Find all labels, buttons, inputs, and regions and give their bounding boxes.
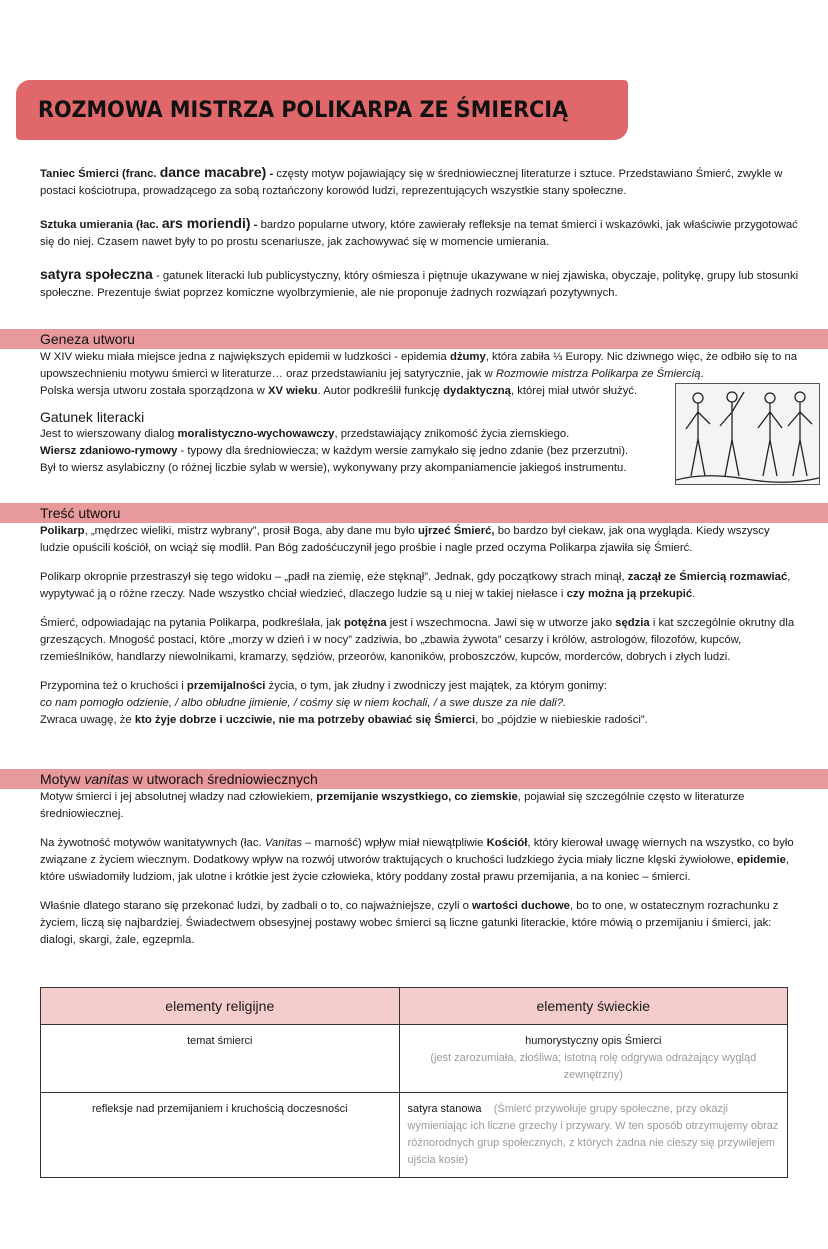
paragraph [40, 835, 800, 886]
bold-text: przemijalności [186, 680, 266, 692]
section-heading [0, 769, 828, 789]
text: częsty motyw pojawiający się w średniowiecznej literaturze i sztuce. Przedstawiano Śmierć, zwykle w postaci kościotrupa, prowadzącego za sobą roztańczony korowód ludzi, reprezentujących wszystkie stany społeczne. [40, 168, 783, 197]
table-header-row [41, 988, 788, 1025]
header-religious: elementy religijne [41, 988, 400, 1025]
quote [40, 695, 800, 712]
table-row [41, 1025, 788, 1093]
paragraph [40, 615, 800, 666]
text: - typowy dla średniowiecza; w każdym wersie zamykało się jedno zdanie (bez przerzutni). [177, 445, 629, 457]
italic-text: Rozmowie mistrza Polikarpa ze Śmiercią [495, 368, 701, 380]
bold-text: Polikarp [40, 525, 85, 537]
bold-text: satyra społeczna [40, 266, 153, 282]
cell-secular [399, 1025, 787, 1093]
danse-macabre-woodcut-image [675, 383, 820, 485]
cell-note: (jest zarozumiała, złośliwa; istotną rolę odgrywa odrażający wygląd zewnętrzny) [430, 1052, 757, 1081]
text: , wypytywać ją o różne rzeczy. Nade wszystko chciał wiedzieć, dlaczego ludzie są u niej w takiej niełasce i [40, 571, 791, 600]
section-heading: Geneza utworu [40, 331, 135, 347]
heading-text: Motyw [40, 771, 85, 787]
text: Był to wiersz asylabiczny (o różnej liczbie sylab w wersie), wykonywany przy akompaniamencie jakiegoś instrumentu. [40, 462, 627, 474]
bold-text: ars moriendi) [161, 215, 251, 231]
bold-text: Sztuka umierania (łac. [40, 219, 162, 231]
text: Śmierć, odpowiadając na pytania Polikarpa, podkreślała, jak [40, 617, 344, 629]
bold-text: Taniec Śmierci (franc. [40, 168, 160, 180]
text: Na żywotność motywów wanitatywnych (łac. [40, 837, 265, 849]
cell-religious: temat śmierci [41, 1025, 400, 1093]
cell-religious: refleksje nad przemijaniem i kruchością doczesności [41, 1093, 400, 1178]
text: życia, o tym, jak złudny i zwodniczy jest majątek, za którym gonimy: [265, 680, 607, 692]
bold-text: - [250, 219, 261, 231]
paragraph [40, 523, 800, 557]
cell-note: (Śmierć przywołuje grupy społeczne, przy okazji wymieniając ich liczne grzechy i przywary. W ten sposób otrzymujemy obraz różnorodnych grup społecznych, z których żadna nie cieszy się przywilejem ujścia kosie) [407, 1103, 779, 1166]
bold-text: ujrzeć Śmierć, [417, 525, 495, 537]
definition-ars-moriendi [40, 215, 800, 251]
text: – marność) wpływ miał niewątpliwie [302, 837, 487, 849]
text: , której miał utwór służyć. [510, 385, 638, 397]
text: - gatunek literacki lub publicystyczny, który ośmiesza i piętnuje ukazywane w niej zjawiska, obyczaje, politykę, grupy lub stosunki społeczne. Prezentuje świat poprzez komiczne wyolbrzymienie, ale nie proponuje żadnych rozwiązań pozytywnych. [40, 270, 799, 299]
bold-text: epidemie [736, 854, 786, 866]
bold-text: moralistyczno-wychowawczy [177, 428, 335, 440]
genre-block [0, 383, 828, 491]
definition-dance-macabre [40, 164, 800, 200]
section-bar-geneza [0, 329, 828, 349]
bold-text: dżumy [449, 351, 486, 363]
title-banner [16, 80, 628, 140]
text: Polikarp okropnie przestraszył się tego widoku – „padł na ziemię, eże stęknął”. Jednak, gdy początkowy strach minął, [40, 571, 628, 583]
bold-text: sędzia [615, 617, 650, 629]
definition-satire [40, 266, 800, 302]
bold-text: zaczął ze Śmiercią rozmawiać [627, 571, 788, 583]
text: , która zabiła ⅓ Europy. Nic dziwnego więc, że odbiło się to na upowszechnieniu motywu śmierci w literaturze… oraz przedstawianiu jej satyrycznie, jak w [40, 351, 798, 380]
section-heading: Treść utworu [40, 505, 121, 521]
text: Motyw śmierci i jej absolutnej władzy nad człowiekiem, [40, 791, 317, 803]
text: bardzo popularne utwory, które zawierały refleksje na temat śmierci i wskazówki, jak właściwie przygotować się do niej. Czasem nawet były to po prostu scenariusze, jak zachowywać się w momencie umierania. [40, 219, 798, 248]
paragraph [40, 712, 800, 729]
text: , bo „pójdzie w niebieskie radości”. [475, 714, 648, 726]
text: , „mędrzec wieliki, mistrz wybrany”, prosił Boga, aby dane mu było [84, 525, 418, 537]
section-bar-vanitas [0, 769, 828, 789]
text: , bo to one, w ostatecznym rozrachunku z życiem, liczą się najbardziej. Świadectwem obsesyjnej postawy wobec śmierci są liczne gatunki literackie, które mówią o przemijaniu i śmierci, jak: dialogi, skargi, żale, egzepmla. [40, 900, 779, 946]
bold-text: XV wieku [267, 385, 318, 397]
text: Polska wersja utworu została sporządzona w [40, 385, 268, 397]
text: , który kierował uwagę wiernych na wszystko, co było związane z życiem wiecznym. Dodatkowy wpływ na rozwój utworów traktujących o kruchości ludzkiego życia miały liczne klęski żywiołowe, [40, 837, 794, 866]
section-bar-tresc [0, 503, 828, 523]
bold-text: kto żyje dobrze i uczciwie, nie ma potrzeby obawiać się Śmierci [134, 714, 476, 726]
italic-text: co nam pomogło odzienie, / albo obłudne jimienie, / cośmy się w niem kochali, / a swe dusze za nie dali?. [40, 697, 567, 709]
section-heading: Gatunek literacki [40, 409, 145, 425]
cell-main: satyra stanowa [407, 1103, 482, 1115]
elements-table [40, 987, 788, 1178]
paragraph [40, 789, 800, 823]
text: i kat szczególnie okrutny dla grzeszących. Mnogość postaci, które „morzy w dzień i w nocy” zadziwia, bo „zbawia żywota” cesarzy i królów, astrologów, filozofów, kupców, rzemieślników, handlarzy niewolnikami, kramarzy, sędziów, przeorów, kanoników, proboszczów, kupców, morderców, dobrych i złych ludzi. [40, 617, 795, 663]
cell-main: humorystyczny opis Śmierci [525, 1035, 662, 1047]
text: . [700, 368, 704, 380]
text: Przypomina też o kruchości i [40, 680, 187, 692]
text: bo bardzo był ciekaw, jak ona wygląda. Kiedy wszyscy ludzie opuścili kościół, on wciąż się modlił. Pan Bóg zadośćuczynił jego prośbie i nagle przed oczyma Polikarpa zjawiła się Śmierć. [40, 525, 770, 554]
page-title: ROZMOWA MISTRZA POLIKARPA ZE ŚMIERCIĄ [38, 97, 569, 123]
heading-text: w utworach średniowiecznych [128, 771, 318, 787]
bold-text: przemijanie wszystkiego, co ziemskie [316, 791, 518, 803]
text: Jest to wierszowany dialog [40, 428, 178, 440]
italic-text: Vanitas [264, 837, 303, 849]
paragraph [40, 349, 800, 383]
text: Właśnie dlatego starano się przekonać ludzi, by zadbali o to, co najważniejsze, czyli o [40, 900, 473, 912]
text: , pojawiał się szczególnie często w literaturze średniowiecznej. [40, 791, 745, 820]
paragraph [40, 898, 800, 949]
bold-text: potężna [343, 617, 387, 629]
bold-text: czy można ją przekupić [566, 588, 693, 600]
bold-text: dydaktyczną [443, 385, 511, 397]
bold-text: Wiersz zdaniowo-rymowy [40, 445, 178, 457]
text: Zwraca uwagę, że [40, 714, 135, 726]
text: . Autor podkreślił funkcję [317, 385, 444, 397]
text: , które uświadomiły ludziom, jak ulotne i krótkie jest życie człowieka, który poddany został prawu przemijania, a na koniec – śmierci. [40, 854, 790, 883]
text: jest i wszechmocna. Jawi się w utworze jako [386, 617, 616, 629]
bold-text: dance macabre) [159, 164, 267, 180]
paragraph [40, 678, 800, 695]
cell-secular [399, 1093, 787, 1178]
table-row [41, 1093, 788, 1178]
bold-text: - [266, 168, 277, 180]
bold-text: wartości duchowe [472, 900, 570, 912]
text: W XIV wieku miała miejsce jedna z największych epidemii w ludzkości - epidemia [40, 351, 450, 363]
paragraph [40, 569, 800, 603]
heading-italic: vanitas [84, 771, 129, 787]
header-secular: elementy świeckie [399, 988, 787, 1025]
bold-text: Kościół [486, 837, 528, 849]
text: . [692, 588, 696, 600]
text: , przedstawiający znikomość życia ziemskiego. [334, 428, 570, 440]
